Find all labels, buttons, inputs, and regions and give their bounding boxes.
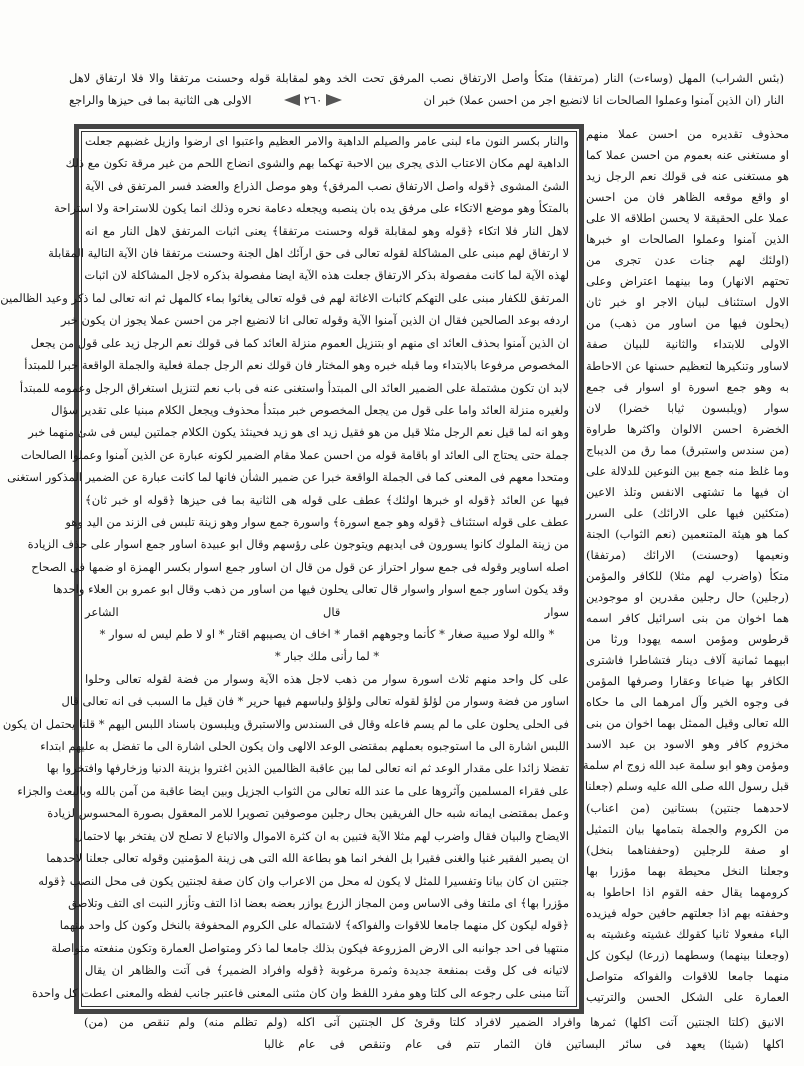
margin-text-line: مخزوم كافر وهو الاسود بن عبد الاسد bbox=[586, 737, 789, 752]
margin-text-line: سوار (ويلبسون ثيابا خضرا) لان bbox=[586, 400, 789, 415]
main-text-line: اردفه بوعد الصالحين فقال ان الذين آمنوا الآية وقوله تعالى انا لانضيع اجر من احسن عملا يجوز ان يكون خبر bbox=[60, 313, 569, 328]
main-text-line: آتتا مبنى على رجوعه الى كلتا وهو مفرد اللفظ وان كان مثنى المعنى فاعتبر جانب لفظه والمعنى اعطت كل واحدة bbox=[32, 985, 569, 1000]
margin-text-line: الاول استئناف لبيان الاجر او خبر ثان bbox=[586, 295, 789, 310]
margin-text-line: قرطوس ومؤمن اسمه يهودا ورثا من bbox=[586, 632, 789, 647]
main-text-line: ولغيره منزلة العائد واما على قول من يجعل المخصوص خبر مبتدأ محذوف ويجعل الكلام مبنيا على تقدير سؤال bbox=[51, 402, 569, 417]
margin-text-line: (يحلون فيها من اساور من ذهب) من bbox=[586, 316, 789, 331]
main-text-line: وعمل بمقتضى ايمانه شبه حال الفريقين بحال رجلين موصوفين تصويرا للامر المعقول بصورة المحسوس لزيادة bbox=[47, 806, 569, 821]
main-text-line: جنتين ان كان بيانا وتفسيرا للمثل لا يكون له محل من الاعراب وان كان صفة لجنتين يكون فى محل النصب ﴿قوله bbox=[38, 873, 569, 888]
main-text-line: لابد ان تكون مشتملة على الضمير العائد الى المبتدأ واستغنى عنه فى باب نعم لتنزيل استغراق الرجل وعمومه للمبتدأ bbox=[19, 380, 569, 395]
main-text-line: بالمتكأ وهو موضع الاتكاء على مرفق يده بان ينصبه ويجعله دعامة نحره وذلك انما يكون للاستراحة ولا استراحة bbox=[53, 201, 569, 216]
margin-text-line: كرومهما يقال حفه القوم اذا احاطوا به bbox=[586, 884, 789, 899]
header-line: النار (ان الذين آمنوا وعملوا الصالحات انا لانضيع اجر من احسن عملا) خبر ان bbox=[423, 93, 784, 107]
margin-text-line: الاولى للابتداء والثانية للبيان صفة bbox=[586, 337, 789, 352]
page-number-text: ٢٦٠ bbox=[303, 93, 323, 107]
main-text-line: وهو انه لما قيل نعم الرجل مثلا قيل من هو فقيل زيد اى هو زيد فحينئذ يكون الكلام جملتين ليس فى شئ منهما خبر bbox=[28, 425, 569, 440]
main-text-line: فى الحلى يحلون على ما لم يسم فاعله وقال فى السندس والاستبرق ويلبسون باسناد اللبس اليهم * قلنا يحتمل ان يكون bbox=[2, 716, 569, 731]
margin-text-line: قبل رسول الله صلى الله عليه وسلم (جعلنا bbox=[584, 779, 789, 794]
ornament-right-icon bbox=[326, 94, 342, 106]
main-text-line: لاهل النار فلا اتكاء ﴿قوله وهو لمقابلة قوله وحسنت مرتفقا﴾ يعنى اثبات المرتفق لاهل النار مع انه bbox=[85, 223, 569, 238]
margin-text-line: ومؤمن وهو ابو سلمة عبد الله زوج ام سلمة bbox=[582, 758, 789, 773]
margin-text-line: العمارة على الشكل الحسن والترتيب bbox=[586, 989, 789, 1004]
main-text-line: من زينة الملوك كانوا يسورون فى ايديهم ويتوجون على رؤسهم وقال ابو عبيدة اساور جمع اسوار على حذف الزيادة bbox=[27, 537, 569, 552]
margin-text-line: وجعلنا النخل محيطة بهما مؤزرا بها bbox=[586, 863, 789, 878]
margin-text-line: الخضرة احسن الالوان واكثرها طراوة bbox=[586, 421, 789, 436]
main-text-line: مؤزرا بها﴾ اى ملتفا وفى الاساس ومن المجاز الزرع يوازر بعضه بعضا اذا التف وتأزر النبت اى التف وتلاصق bbox=[68, 895, 569, 910]
main-text-line: ان الذين آمنوا بحذف العائد اى منهم او بتنزيل العموم منزلة العائد كما فى قولك نعم الرجل زيد على قول من يجعل bbox=[30, 335, 569, 350]
ornament-left-icon bbox=[284, 94, 300, 106]
page-number bbox=[268, 90, 358, 110]
margin-text-line: او صفة للرجلين (وحففناهما بنخل) bbox=[586, 842, 789, 857]
margin-text-line: الله تعالى وقيل الممثل بهما اخوان من بنى bbox=[586, 716, 789, 731]
margin-text-line: الكافر بها ضياعا وعقارا وصرفها المؤمن bbox=[586, 674, 789, 689]
main-text-line: * لما رأنى ملك جبار * bbox=[274, 649, 380, 664]
main-text-line: لا ارتفاق لهم مبنى على المشاكلة لقوله تعالى فى حق ارآئك اهل الجنة وحسنت مرتفقا فان الآية التالية المقابلة bbox=[48, 246, 569, 261]
main-text-line: وقد يكون اساور جمع اسوار واسوار قال تعالى يحلون فيها من اساور من ذهب وقال ابو عمرو بن العلاء واحدها bbox=[52, 582, 569, 597]
main-text-line: اساور من فضة وسوار من لؤلؤ لقوله تعالى ولؤلؤ ولباسهم فيها حرير * فان قيل ما السبب فى انه تعالى قال bbox=[61, 694, 569, 709]
margin-text-line: (من سندس واستبرق) مما رق من الديباج bbox=[586, 442, 789, 457]
main-text-line: والنار بكسر النون ماء لبنى عامر والصيلم الداهية والامر العظيم واعتبوا اى ارضوا وازيل غضبهم جعلت bbox=[85, 134, 569, 148]
margin-text-line: (وجعلنا بينهما) وسطهما (زرعا) ليكون كل bbox=[586, 947, 789, 962]
margin-text-line: ان فيها ما تشتهى الانفس وتلذ الاعين bbox=[586, 484, 789, 499]
main-text-line: ان يصير الفقير غنيا والغنى فقيرا بل الفخر انما هو بطاعة الله التى هى زينة المؤمنين وقوله تعالى جعلنا لاحدهما bbox=[46, 851, 569, 866]
main-text-line: المرتفق للكفار مبنى على التهكم كاثبات الاغاثة لهم فى قوله تعالى يغاثوا بماء كالمهل ثم انه تعالى لما ذكر وعيد الظالمين bbox=[0, 290, 569, 305]
catchword: (من) bbox=[84, 1015, 108, 1029]
header-line: الاولى هى الثانية بما فى حيزها والراجع bbox=[69, 93, 252, 107]
footer-line: اكلها (شيئا) يعهد فى سائر البساتين فان الثمار تتم فى عام وتنقص فى عام غالبا bbox=[264, 1037, 784, 1051]
margin-text-line: تحتهم الانهار) وما بينهما اعتراض وعلى bbox=[586, 274, 789, 289]
main-text-line: الداهية لهم مكان الاعتاب الذى يجرى بين الاحبة تهكما بهم والشوى انضاج اللحم من غير مرقة تكون مع ذلك bbox=[65, 156, 569, 171]
footer-line: الانيق (كلتا الجنتين آتت اكلها) ثمرها وافراد الضمير لافراد كلتا وقرئ كل الجنتين آتى اكله (ولم تظلم منه) ولم تنقص من bbox=[119, 1015, 784, 1029]
margin-text-line: الباء مفعولا ثانيا كقولك غشيته وغشيته به bbox=[586, 926, 789, 941]
margin-text-line: به وهو جمع اسورة او اسوار فى جمع bbox=[586, 379, 789, 394]
main-text-line: منتهيا فى احد جوانبه الى الارض المزروعة فيكون بذلك جامعا لما ذكر ومتواصل العمارة وتكون منفعته متواصلة bbox=[51, 940, 569, 955]
main-text-line: لهذه الآية لما كانت مفصولة بذكر الارتفاق جعلت هذه الآية ايضا مفصولة بذكره لاجل المشاكلة لان اثبات bbox=[84, 268, 569, 283]
margin-text-line: (اولئك لهم جنات عدن تجرى من bbox=[586, 253, 789, 268]
margin-text-line: منهما جامعا للاقوات والفواكه متواصل bbox=[586, 968, 789, 983]
main-text-line: اصله اساوير وقوله فى جمع سوار احتراز عن قول من قال ان اساور جمع اسوار بكسر الهمزة او ضمها فى الصحاح bbox=[31, 559, 569, 574]
main-text-line: الايضاح والبيان فقال واضرب لهم مثلا الآية فتبين به ان كثرة الاموال والاتباع لا تصلح لان يفتخر بها لاحتمال bbox=[74, 828, 569, 843]
main-text-line: تفضلا زائدا على مقدار الوعد ثم انه تعالى لما بين عاقبة الظالمين الذين اغتروا بزينة الدنيا وزخارفها وافتخروا بها bbox=[46, 761, 569, 776]
margin-text-line: متكأ (واضرب لهم مثلا) للكافر والمؤمن bbox=[586, 569, 789, 583]
margin-text-line: عملا على الحقيقة لا يحسن اطلاقه الا على bbox=[586, 211, 789, 226]
margin-text-line: كما هو هيئة المتنعمين (نعم الثواب) الجنة bbox=[586, 526, 789, 541]
margin-text-line: (رجلين) حال رجلين مقدرين او موجودين bbox=[586, 590, 789, 605]
margin-text-line: فى وجوه الخير وآل امرهما الى ما حكاه bbox=[586, 695, 789, 710]
margin-text-line: الذين آمنوا وعملوا الصالحات او خبرها bbox=[586, 232, 789, 247]
main-text-line: المخصوص مرفوعا بالابتداء وما قبله خبره وهو المختار فان قولك نعم الرجل جملة فعلية والجملة الواقعة خبرا للمبتدأ bbox=[24, 358, 569, 373]
main-commentary-frame bbox=[0, 124, 584, 1014]
main-text-line: ومتحدا معهم فى المعنى كما فى الجملة الواقعة خبرا عن ضمير الشأن فانها لما كانت عبارة عن الضمير المذكور استغنى bbox=[7, 470, 569, 485]
main-text-line: سوار قال الشاعر bbox=[85, 604, 569, 619]
margin-text-line: (متكئين فيها على الارائك) على السرر bbox=[586, 505, 789, 520]
main-text-line: الشئ المشوى ﴿قوله واصل الارتفاق نصب المرفق﴾ وهو موصل الذراع والعضد فسر المرتفق فى الآية bbox=[85, 178, 569, 193]
header-line: (بئس الشراب) المهل (وساءت) النار (مرتفقا) متكأ واصل الارتفاق نصب المرفق تحت الخد وهو لمقابلة قوله وحسنت مرتفقا والا فلا ارتفاق لاهل bbox=[69, 71, 784, 85]
main-text-line: اللبس اشارة الى ما استوجبوه بعملهم بمقتضى الوعد الالهى وان يكون الحلى اشارة الى ما تفضل به عليهم ابتداء bbox=[40, 739, 569, 754]
margin-text-line: من الكروم والجملة بتمامها بيان التمثيل bbox=[586, 821, 789, 836]
margin-text-line: لاساور وتنكيرها لتعظيم حسنها عن الاحاطة bbox=[586, 358, 789, 373]
main-text-line: عطف على قوله استئناف ﴿قوله وهو جمع اسورة﴾ واسورة جمع سوار وهو زينة تلبس فى الزند من اليد وهو bbox=[65, 514, 569, 529]
main-text-line: فيها عن العائد ﴿قوله او خبرها اولئك﴾ عطف على قوله هى الثانية بما فى حيزها ﴿قوله او خبر ثان﴾ bbox=[85, 492, 569, 507]
margin-text-line: هما اخوان من بنى اسرائيل كافر اسمه bbox=[586, 611, 789, 626]
margin-text-line: هو مستغنى عنه فى قولك نعم الرجل زيد bbox=[586, 169, 789, 184]
main-text-line: جملة حتى يحتاج الى العائد او باقامة قوله من احسن عملا مقام الضمير لكونه عبارة عن الذين آمنوا وعملوا الصالحات bbox=[20, 447, 569, 462]
margin-text-line: لاحدهما جنتين) بستانين (من اعناب) bbox=[586, 800, 789, 815]
margin-text-line: ابيهما ثمانية آلاف دينار فتشاطرا فاشترى bbox=[586, 653, 789, 668]
main-text-line: على كل واحد منهم ثلاث اسورة سوار من ذهب لاجل هذه الآية وسوار من فضة لقوله تعالى وحلوا bbox=[85, 671, 569, 686]
margin-text-line: محذوف تقديره من احسن عملا منهم bbox=[586, 127, 789, 141]
margin-text-line: او واقع موقعه الظاهر فان من احسن bbox=[586, 190, 789, 205]
main-text-line: على فقراء المسلمين وآثروها على ما عند الله تعالى من الثواب الجزيل وبين ايضا عاقبة من آمن بالله وبالبعث والجزاء bbox=[17, 783, 569, 798]
margin-text-line: وحففته بهم اذا جعلتهم حافين حوله فيزيده bbox=[586, 905, 789, 920]
main-text-line: لاتيانه فى كل وقت بمنفعة جديدة وثمرة مرغوبة ﴿قوله وافراد الضمير﴾ فى آتت والظاهر ان يقال bbox=[85, 963, 569, 978]
margin-text-line: او مستغنى عنه بعموم من احسن عملا كما bbox=[586, 148, 789, 163]
margin-text-line: ونعيمها (وحسنت) الارائك (مرتفقا) bbox=[586, 547, 789, 562]
margin-text-line: وما غلظ منه جمع بين النوعين للدلالة على bbox=[586, 463, 789, 478]
main-text-line: ﴿قوله ليكون كل منهما جامعا للاقوات والفواكه﴾ لاشتماله على الكروم المحفوفة بالنخل وكون كل واحد منهما bbox=[59, 918, 569, 933]
main-text-line: * والله لولا صبية صغار * كأنما وجوههم اقمار * اخاف ان يصيبهم اقتار * او لا طم ليس له سوار * bbox=[99, 627, 555, 642]
header-second-row bbox=[69, 90, 784, 110]
